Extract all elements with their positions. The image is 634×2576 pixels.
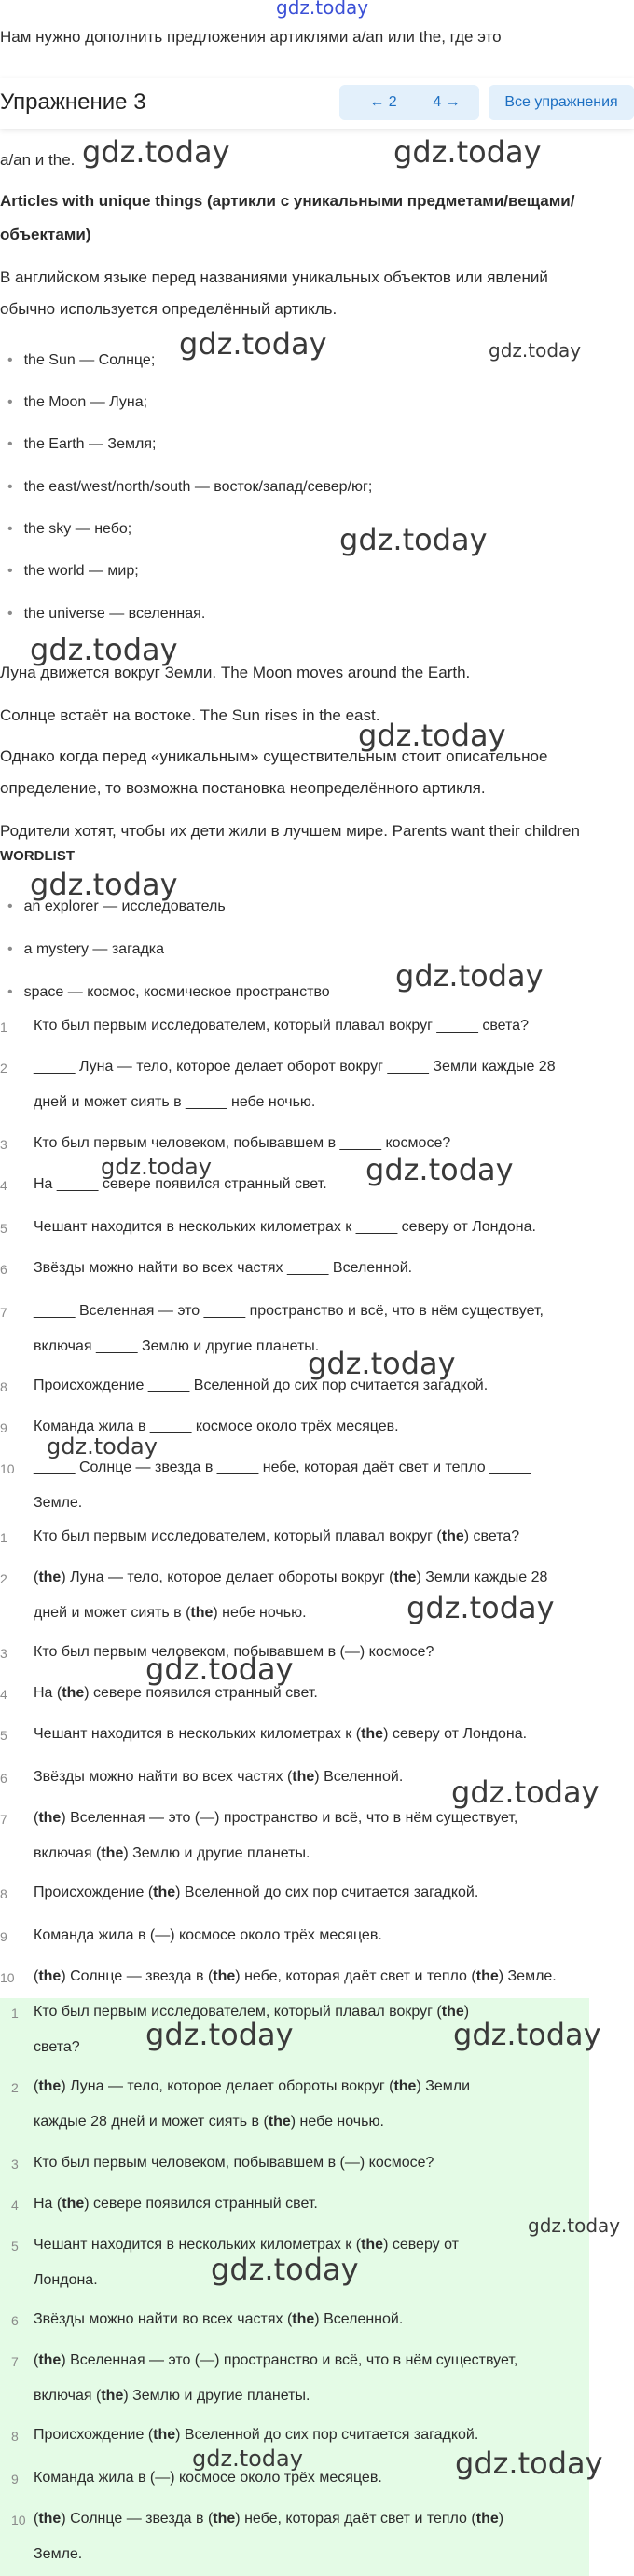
unique-item: • the universe — вселенная. bbox=[0, 606, 205, 623]
watermark: gdz.today bbox=[30, 632, 178, 667]
example-sentence: Луна движется вокруг Земли. The Moon moves around the Earth. bbox=[0, 664, 471, 681]
watermark: gdz.today bbox=[145, 1651, 294, 1687]
intro-text: Нам нужно дополнить предложения артиклями a/an или the, где это bbox=[0, 28, 502, 46]
prev-exercise-button[interactable]: ← 2 bbox=[339, 85, 427, 120]
next-exercise-button[interactable]: 4 → bbox=[414, 85, 479, 120]
item-number: 6 bbox=[11, 2313, 19, 2328]
question-line: Звёзды можно найти во всех частях _____ Вселенной. bbox=[34, 1260, 413, 1276]
watermark: gdz.today bbox=[528, 2214, 621, 2237]
question-line: Кто был первым человеком, побывавшем в _____ космосе? bbox=[34, 1135, 451, 1151]
item-number: 5 bbox=[0, 1221, 7, 1236]
item-number: 8 bbox=[0, 1379, 7, 1394]
item-number: 2 bbox=[11, 2080, 19, 2095]
watermark: gdz.today bbox=[192, 2446, 303, 2472]
answer-line: Чешант находится в нескольких километрах к (the) северу от Лондона. bbox=[34, 1726, 528, 1742]
unique-item: • the world — мир; bbox=[0, 563, 139, 580]
answer-line: Происхождение (the) Вселенной до сих пор считается загадкой. bbox=[34, 2427, 479, 2443]
answer-line: (the) Вселенная — это (—) пространство и всё, что в нём существует, bbox=[34, 1810, 518, 1826]
answer-line: (the) Луна — тело, которое делает обороты вокруг (the) Земли bbox=[34, 2078, 471, 2094]
wordlist-item: • space — космос, космическое пространство bbox=[0, 984, 330, 1001]
question-line: дней и может сиять в _____ небе ночью. bbox=[34, 1094, 316, 1110]
page-title: Упражнение 3 bbox=[0, 89, 146, 115]
answer-line: Кто был первым исследователем, который плавал вокруг (the) bbox=[34, 2004, 470, 2020]
answer-line: включая (the) Землю и другие планеты. bbox=[34, 1845, 310, 1861]
item-number: 7 bbox=[11, 2354, 19, 2369]
watermark: gdz.today bbox=[101, 1154, 212, 1180]
unique-item: • the east/west/north/south — восток/запад/север/юг; bbox=[0, 479, 372, 496]
answer-line: света? bbox=[34, 2039, 80, 2055]
item-number: 5 bbox=[11, 2239, 19, 2254]
item-number: 2 bbox=[0, 1571, 7, 1586]
item-number: 10 bbox=[0, 1461, 15, 1476]
answer-line: Происхождение (the) Вселенной до сих пор считается загадкой. bbox=[34, 1884, 479, 1900]
item-number: 3 bbox=[11, 2157, 19, 2172]
example-sentence: Солнце встаёт на востоке. The Sun rises in the east. bbox=[0, 706, 380, 724]
item-number: 8 bbox=[0, 1886, 7, 1901]
answer-line: (the) Вселенная — это (—) пространство и всё, что в нём существует, bbox=[34, 2352, 518, 2368]
paragraph-line: Однако когда перед «уникальным» существительным стоит описательное bbox=[0, 747, 548, 765]
section-title-line1: Articles with unique things (артикли с уникальными предметами/вещами/ bbox=[0, 192, 575, 210]
site-logo[interactable]: gdz.today bbox=[276, 0, 369, 19]
answer-line: Команда жила в (—) космосе около трёх месяцев. bbox=[34, 1927, 382, 1943]
answer-line: Кто был первым человеком, побывавшем в (—) космосе? bbox=[34, 1644, 434, 1660]
unique-item: • the Sun — Солнце; bbox=[0, 352, 155, 369]
answer-line: На (the) севере появился странный свет. bbox=[34, 2196, 318, 2212]
answer-line: Звёзды можно найти во всех частях (the) Вселенной. bbox=[34, 2311, 404, 2327]
answer-line: дней и может сиять в (the) небе ночью. bbox=[34, 1605, 307, 1621]
example-sentence: Родители хотят, чтобы их дети жили в лучшем мире. Parents want their children bbox=[0, 822, 580, 840]
item-number: 4 bbox=[11, 2198, 19, 2213]
watermark: gdz.today bbox=[339, 522, 488, 557]
item-number: 2 bbox=[0, 1061, 7, 1076]
answer-line: (the) Солнце — звезда в (the) небе, которая даёт свет и тепло (the) bbox=[34, 2511, 504, 2527]
answer-line: Земле. bbox=[34, 2546, 83, 2562]
watermark: gdz.today bbox=[407, 1590, 555, 1625]
item-number: 6 bbox=[0, 1262, 7, 1277]
item-number: 10 bbox=[11, 2513, 26, 2528]
item-number: 6 bbox=[0, 1771, 7, 1786]
section-title-line2: объектами) bbox=[0, 226, 91, 243]
all-exercises-button[interactable]: Все упражнения bbox=[489, 85, 634, 120]
watermark: gdz.today bbox=[82, 134, 230, 170]
answer-line: Лондона. bbox=[34, 2272, 98, 2288]
watermark: gdz.today bbox=[211, 2252, 359, 2287]
question-line: Земле. bbox=[34, 1495, 83, 1511]
wordlist-item: • an explorer — исследователь bbox=[0, 898, 226, 915]
item-number: 7 bbox=[0, 1305, 7, 1320]
answer-line: (the) Луна — тело, которое делает обороты вокруг (the) Земли каждые 28 bbox=[34, 1569, 548, 1585]
watermark: gdz.today bbox=[395, 958, 544, 993]
question-line: Команда жила в _____ космосе около трёх месяцев. bbox=[34, 1418, 399, 1434]
watermark: gdz.today bbox=[489, 339, 582, 362]
item-number: 4 bbox=[0, 1687, 7, 1702]
watermark: gdz.today bbox=[451, 1774, 600, 1810]
watermark: gdz.today bbox=[30, 867, 178, 902]
item-number: 8 bbox=[11, 2429, 19, 2444]
answer-line: Команда жила в (—) космосе около трёх месяцев. bbox=[34, 2470, 382, 2486]
question-line: Происхождение _____ Вселенной до сих пор считается загадкой. bbox=[34, 1377, 489, 1393]
item-number: 5 bbox=[0, 1728, 7, 1743]
answer-line: На (the) севере появился странный свет. bbox=[34, 1685, 318, 1701]
answer-line: (the) Солнце — звезда в (the) небе, которая даёт свет и тепло (the) Земле. bbox=[34, 1968, 557, 1984]
watermark: gdz.today bbox=[393, 134, 542, 170]
watermark: gdz.today bbox=[179, 326, 327, 362]
exercise-header bbox=[0, 78, 634, 129]
answer-line: Кто был первым исследователем, который плавал вокруг (the) света? bbox=[34, 1528, 520, 1544]
answer-line: Звёзды можно найти во всех частях (the) Вселенной. bbox=[34, 1769, 404, 1785]
item-number: 9 bbox=[0, 1420, 7, 1435]
unique-item: • the Moon — Луна; bbox=[0, 394, 147, 411]
watermark: gdz.today bbox=[47, 1433, 158, 1459]
item-number: 3 bbox=[0, 1137, 7, 1152]
wordlist-item: • a mystery — загадка bbox=[0, 941, 164, 958]
watermark: gdz.today bbox=[455, 2446, 603, 2481]
paragraph-line: определение, то возможна постановка неопределённого артикля. bbox=[0, 779, 486, 797]
item-number: 1 bbox=[11, 2006, 19, 2021]
question-line: _____ Вселенная — это _____ пространство и всё, что в нём существует, bbox=[34, 1303, 544, 1319]
answer-line: каждые 28 дней и может сиять в (the) небе ночью. bbox=[34, 2114, 384, 2130]
intro-tail: a/an и the. bbox=[0, 151, 76, 169]
answer-line: включая (the) Землю и другие планеты. bbox=[34, 2388, 310, 2404]
item-number: 10 bbox=[0, 1970, 15, 1985]
watermark: gdz.today bbox=[145, 2017, 294, 2052]
question-line: Чешант находится в нескольких километрах к _____ северу от Лондона. bbox=[34, 1219, 536, 1235]
question-line: Кто был первым исследователем, который плавал вокруг _____ света? bbox=[34, 1018, 529, 1034]
item-number: 9 bbox=[11, 2472, 19, 2487]
question-line: _____ Луна — тело, которое делает оборот вокруг _____ Земли каждые 28 bbox=[34, 1059, 556, 1075]
item-number: 4 bbox=[0, 1178, 7, 1193]
item-number: 1 bbox=[0, 1020, 7, 1035]
item-number: 3 bbox=[0, 1646, 7, 1661]
answer-line: Кто был первым человеком, побывавшем в (—) космосе? bbox=[34, 2155, 434, 2171]
item-number: 9 bbox=[0, 1929, 7, 1944]
question-line: На _____ севере появился странный свет. bbox=[34, 1176, 327, 1192]
question-line: включая _____ Землю и другие планеты. bbox=[34, 1338, 320, 1354]
unique-item: • the Earth — Земля; bbox=[0, 436, 156, 453]
watermark: gdz.today bbox=[453, 2017, 601, 2052]
unique-item: • the sky — небо; bbox=[0, 521, 131, 538]
paragraph-line: В английском языке перед названиями уникальных объектов или явлений bbox=[0, 268, 548, 286]
question-line: _____ Солнце — звезда в _____ небе, которая даёт свет и тепло _____ bbox=[34, 1459, 531, 1475]
wordlist-title: WORDLIST bbox=[0, 848, 75, 864]
item-number: 7 bbox=[0, 1812, 7, 1827]
watermark: gdz.today bbox=[308, 1346, 456, 1381]
paragraph-line: обычно используется определённый артикль. bbox=[0, 300, 338, 318]
item-number: 1 bbox=[0, 1530, 7, 1545]
watermark: gdz.today bbox=[358, 718, 506, 753]
answer-line: Чешант находится в нескольких километрах к (the) северу от bbox=[34, 2237, 459, 2253]
watermark: gdz.today bbox=[365, 1152, 514, 1187]
